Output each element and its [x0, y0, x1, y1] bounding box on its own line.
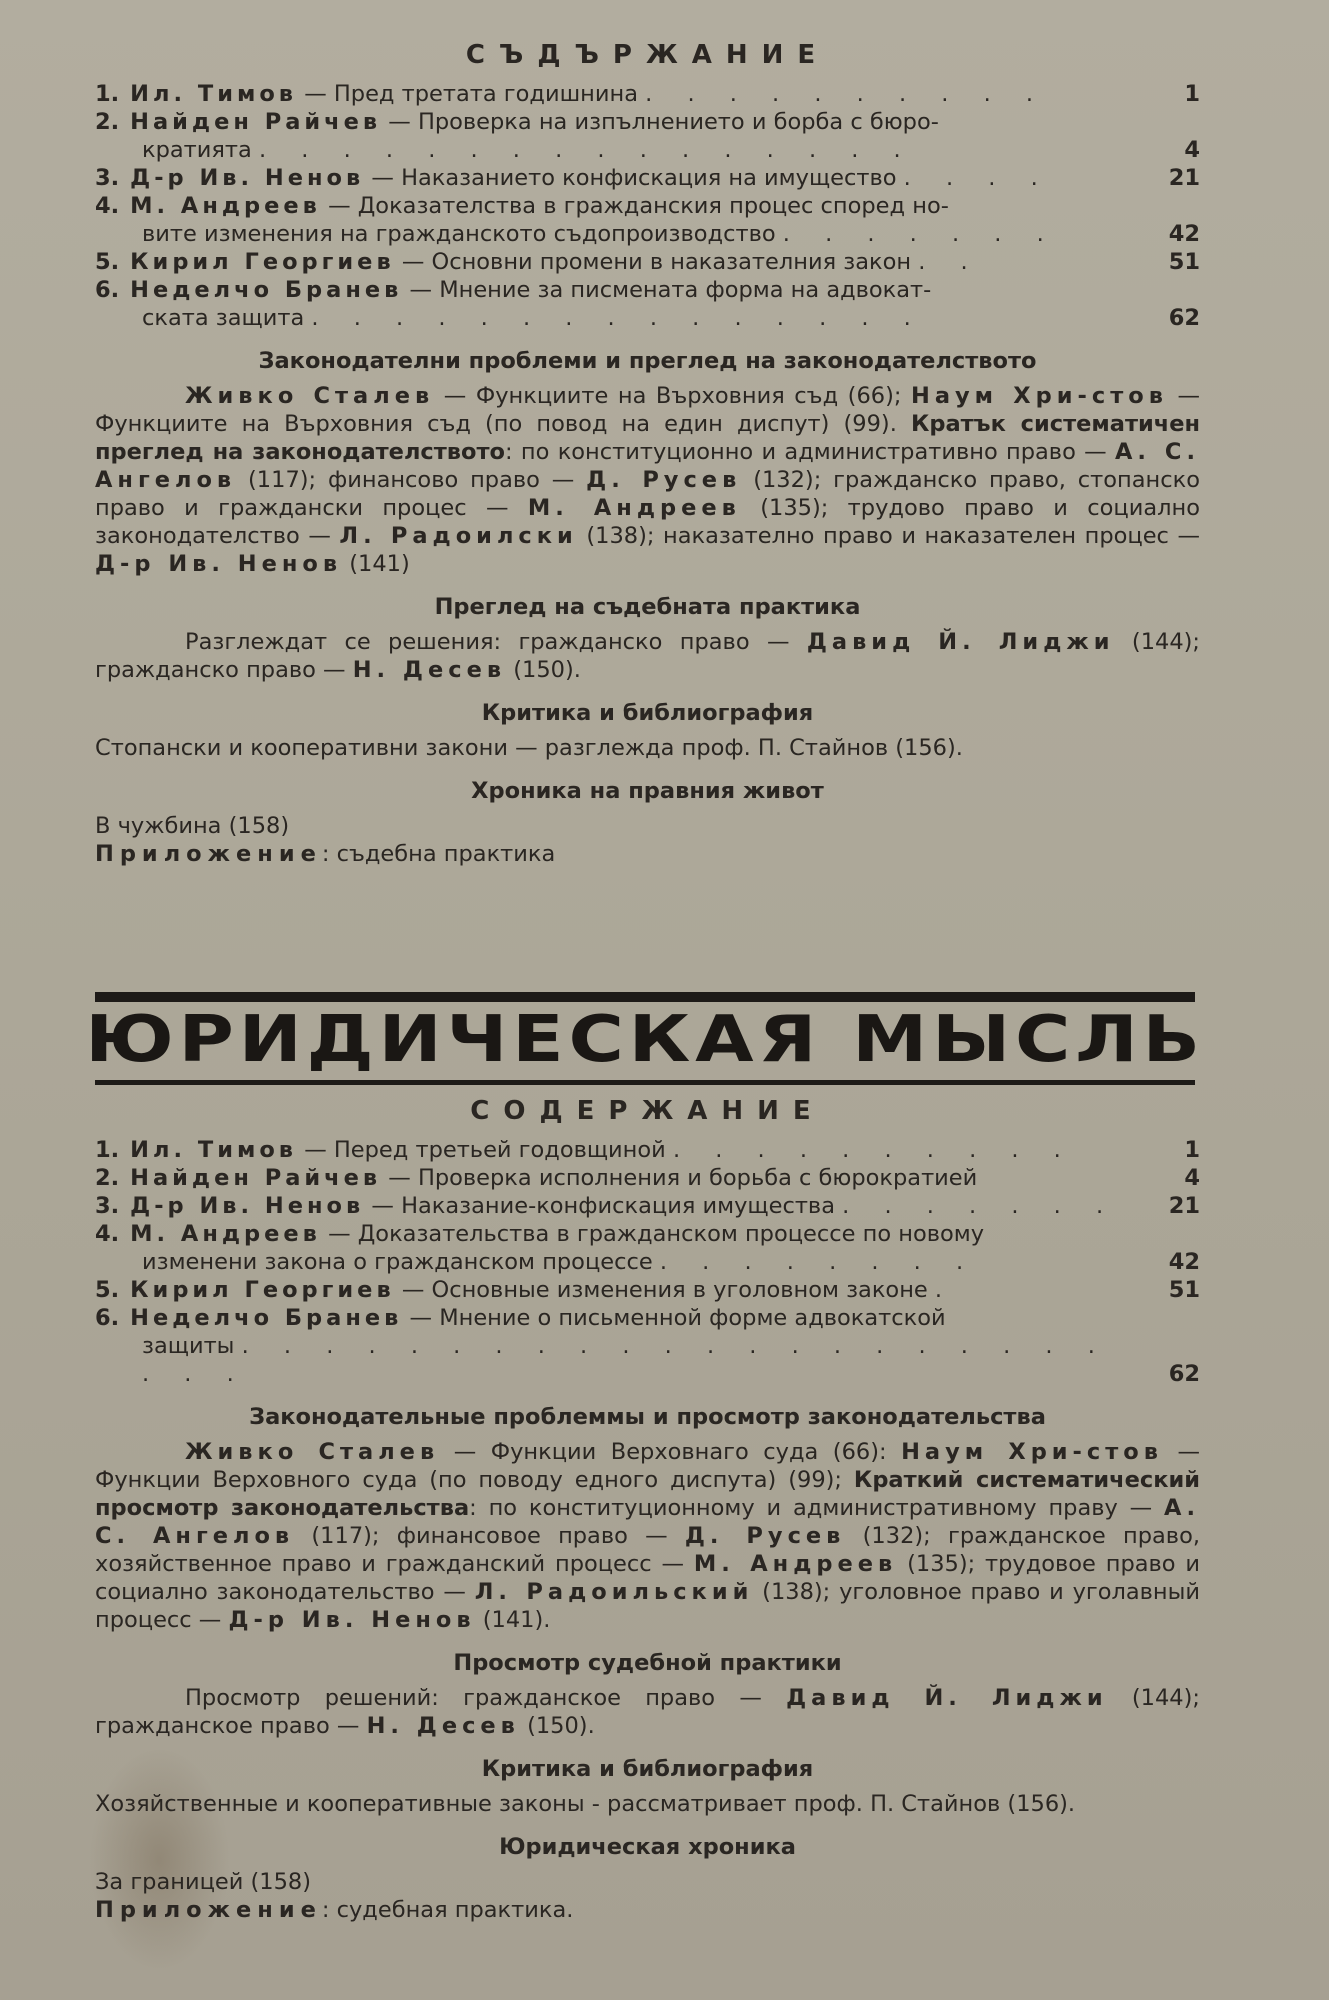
- toc-entry-author: Найден Райчев: [130, 109, 382, 135]
- author-name: Д. Русев: [586, 467, 742, 493]
- text-fragment: (132); гражданское право, хозяйственное право и гражданский процесс —: [95, 1523, 1200, 1577]
- appendix-label: Приложение: [95, 841, 322, 867]
- author-name: Н. Десев: [366, 1713, 520, 1739]
- toc-entry-page: 62: [1168, 1361, 1200, 1387]
- toc-entry-page: 42: [1168, 1249, 1200, 1275]
- toc-entry-title-tail: вите изменения на гражданското съдопроизводство: [142, 221, 776, 247]
- author-name: А. С. Ангелов: [95, 439, 1200, 493]
- toc-entry-author: Неделчо Бранев: [130, 1305, 403, 1331]
- toc-entry-title: — Мнение о письменной форме адвокатской: [409, 1305, 946, 1331]
- author-name: Наум Хри-стов: [911, 383, 1168, 409]
- text-fragment: — Функции Верховнаго суда (66):: [439, 1439, 902, 1465]
- toc-entry: [95, 1192, 1200, 1220]
- toc-entry-title: — Проверка исполнения и борьба с бюрократией: [388, 1165, 978, 1191]
- author-name: Д. Русев: [684, 1523, 846, 1549]
- text-fragment: — Функции Верховного суда (по поводу едного диспута) (99);: [95, 1439, 1200, 1493]
- section-heading-critique-ru: Критика и библиография: [481, 1756, 814, 1782]
- toc-entry-title: — Перед третьей годовщиной: [304, 1137, 666, 1163]
- russian-contents: [95, 1096, 1200, 1924]
- toc-entry-title: — Наказанието конфискация на имущество: [371, 165, 897, 191]
- toc-entry-author: Кирил Георгиев: [130, 249, 395, 275]
- text-fragment: (141).: [475, 1607, 551, 1633]
- text-fragment: (117); финансово право —: [236, 467, 587, 493]
- toc-leader-dots: . . . . . . .: [842, 1193, 1118, 1219]
- appendix-line-ru: [95, 1896, 1200, 1924]
- bulgarian-contents: [95, 40, 1200, 868]
- text-fragment: (132); гражданско право, стопанско право и граждански процес —: [95, 467, 1200, 521]
- toc-entry: [95, 1220, 1200, 1276]
- toc-entry-page: 21: [1168, 1193, 1200, 1219]
- author-name: М. Андреев: [693, 1551, 898, 1577]
- bold-fragment: Краткий систематический просмотр законодательства: [95, 1467, 1201, 1521]
- toc-entry-page: 1: [1184, 1137, 1200, 1163]
- author-name: Л. Радоильский: [474, 1579, 754, 1605]
- bold-fragment: Кратък систематичен преглед на законодателството: [95, 411, 1201, 465]
- author-name: Давид Й. Лиджи: [806, 629, 1115, 655]
- contents-title-ru: СОДЕРЖАНИЕ: [470, 1096, 825, 1126]
- legislation-paragraph-bg: [95, 382, 1200, 578]
- text-fragment: (144); гражданское право —: [95, 1685, 1200, 1739]
- toc-leader-dots: . . . . . . . . . . . . . . . . . . . . . . . .: [142, 1333, 1109, 1387]
- toc-entry-number: 5.: [95, 1277, 120, 1303]
- section-heading-chronicle-ru: Юридическая хроника: [499, 1834, 796, 1860]
- appendix-text: : судебная практика.: [321, 1897, 574, 1923]
- author-name: Живко Сталев: [185, 1439, 440, 1465]
- toc-leader-dots: . . . . . . . . . . . . . . .: [311, 305, 925, 331]
- toc-entry-author: Ил. Тимов: [130, 81, 298, 107]
- toc-entry: [95, 276, 1200, 332]
- toc-entry-page: 51: [1168, 249, 1200, 275]
- toc-entry-title: — Наказание-конфискация имущества: [371, 1193, 835, 1219]
- appendix-line-bg: [95, 840, 1200, 868]
- section-heading-legislation-bg: Законодателни проблеми и преглед на законодателството: [258, 348, 1037, 374]
- toc-entry-title: — Доказательства в гражданском процессе по новому: [328, 1221, 985, 1247]
- text-fragment: (150).: [506, 657, 581, 683]
- toc-entry: [95, 192, 1200, 248]
- toc-entry-number: 5.: [95, 249, 120, 275]
- toc-entry-author: М. Андреев: [130, 193, 321, 219]
- text-fragment: Просмотр решений: гражданское право —: [185, 1685, 787, 1711]
- critique-line-ru: Хозяйственные и кооперативные законы - рассматривает проф. П. Стайнов (156).: [95, 1791, 1076, 1817]
- toc-leader-dots: . . . . . . . . . .: [645, 81, 1048, 107]
- toc-entry-title: — Основные изменения в уголовном законе: [401, 1277, 928, 1303]
- toc-entry-number: 6.: [95, 277, 120, 303]
- author-name: Наум Хри-стов: [901, 1439, 1163, 1465]
- toc-list-bg: [95, 80, 1200, 332]
- journal-title: ЮРИДИЧЕСКАЯ МЫСЛЬ: [85, 1003, 1205, 1077]
- author-name: Д-р Ив. Ненов: [95, 551, 343, 577]
- text-fragment: Разглеждат се решения: гражданско право —: [185, 629, 807, 655]
- toc-entry-title: — Пред третата годишнина: [304, 81, 638, 107]
- toc-entry: [95, 108, 1200, 164]
- text-fragment: — Функциите на Върховния съд (66);: [434, 383, 911, 409]
- toc-leader-dots: . . . . . . .: [782, 221, 1058, 247]
- toc-entry-number: 1.: [95, 1137, 120, 1163]
- toc-list-ru: [95, 1136, 1200, 1388]
- masthead-rule-top: [95, 992, 1195, 1002]
- toc-leader-dots: .: [934, 1277, 957, 1303]
- toc-entry-page: 51: [1168, 1277, 1200, 1303]
- toc-entry-title: — Проверка на изпълнението и борба с бюро-: [388, 109, 939, 135]
- section-heading-court-bg: Преглед на съдебната практика: [434, 594, 861, 620]
- appendix-text: : съдебна практика: [321, 841, 556, 867]
- chronicle-line-ru: За границей (158): [95, 1869, 312, 1895]
- text-fragment: (138); наказателно право и наказателен процес —: [577, 523, 1200, 549]
- toc-entry-page: 21: [1168, 165, 1200, 191]
- toc-entry-title: — Доказателства в гражданския процес според но-: [328, 193, 949, 219]
- toc-leader-dots: . . . . . . . . . .: [672, 1137, 1075, 1163]
- toc-entry-title-tail: ската защита: [142, 305, 305, 331]
- chronicle-line-bg: В чужбина (158): [95, 813, 290, 839]
- toc-entry-author: Ил. Тимов: [130, 1137, 298, 1163]
- toc-entry: [95, 1276, 1200, 1304]
- toc-entry-page: 42: [1168, 221, 1200, 247]
- toc-entry-number: 3.: [95, 165, 120, 191]
- court-paragraph-ru: [95, 1684, 1200, 1740]
- author-name: Л. Радоилски: [339, 523, 578, 549]
- toc-leader-dots: . . . .: [903, 165, 1052, 191]
- text-fragment: : по конституционно и административно право —: [505, 439, 1115, 465]
- masthead-rule-bottom: [95, 1080, 1195, 1085]
- toc-entry-continuation: [95, 304, 1130, 332]
- section-heading-legislation-ru: Законодательные проблеммы и просмотр законодательства: [249, 1404, 1046, 1430]
- author-name: М. Андреев: [527, 495, 741, 521]
- author-name: Давид Й. Лиджи: [786, 1685, 1108, 1711]
- text-fragment: — Функциите на Върховния съд (по повод на един диспут) (99).: [95, 383, 1200, 437]
- legislation-paragraph-ru: [95, 1438, 1200, 1634]
- toc-entry-author: Неделчо Бранев: [130, 277, 403, 303]
- toc-entry-number: 3.: [95, 1193, 120, 1219]
- toc-entry-number: 2.: [95, 1165, 120, 1191]
- section-heading-court-ru: Просмотр судебной практики: [453, 1650, 842, 1676]
- toc-entry-title: — Мнение за писмената форма на адвокат-: [409, 277, 932, 303]
- text-fragment: (117); финансовое право —: [294, 1523, 685, 1549]
- toc-entry: [95, 80, 1200, 108]
- toc-entry-title: — Основни промени в наказателния закон: [401, 249, 912, 275]
- author-name: А. С. Ангелов: [95, 1495, 1200, 1549]
- section-heading-critique-bg: Критика и библиография: [481, 700, 814, 726]
- toc-entry: [95, 1164, 1200, 1192]
- toc-entry: [95, 164, 1200, 192]
- author-name: Живко Сталев: [185, 383, 435, 409]
- journal-masthead: [85, 992, 1205, 1085]
- toc-leader-dots: . . . . . . . . . . . . . . . .: [258, 137, 915, 163]
- toc-leader-dots: . . . . . . . .: [659, 1249, 978, 1275]
- toc-entry-number: 2.: [95, 109, 120, 135]
- toc-entry-title-tail: изменени закона о гражданском процессе: [142, 1249, 653, 1275]
- author-name: Д-р Ив. Ненов: [228, 1607, 476, 1633]
- appendix-label: Приложение: [95, 1897, 322, 1923]
- toc-entry-author: Кирил Георгиев: [130, 1277, 395, 1303]
- toc-entry-number: 4.: [95, 193, 120, 219]
- text-fragment: (144); гражданско право —: [95, 629, 1200, 683]
- toc-entry-author: М. Андреев: [130, 1221, 321, 1247]
- text-fragment: (138); уголовное право и уголавный процесс —: [95, 1579, 1201, 1633]
- section-heading-chronicle-bg: Хроника на правния живот: [471, 778, 824, 804]
- toc-entry-title-tail: кратията: [142, 137, 252, 163]
- text-fragment: (135); трудово право и социално законодателство —: [95, 495, 1200, 549]
- toc-entry: [95, 1136, 1200, 1164]
- toc-entry-author: Д-р Ив. Ненов: [130, 1193, 365, 1219]
- toc-entry: [95, 1304, 1200, 1388]
- toc-entry: [95, 248, 1200, 276]
- toc-entry-page: 62: [1168, 305, 1200, 331]
- toc-entry-continuation: [95, 1248, 1130, 1276]
- text-fragment: (135); трудовое право и социално законодательство —: [95, 1551, 1200, 1605]
- text-fragment: (150).: [519, 1713, 595, 1739]
- toc-entry-title-tail: защиты: [142, 1333, 235, 1359]
- toc-entry-number: 6.: [95, 1305, 120, 1331]
- author-name: Н. Десев: [352, 657, 507, 683]
- text-fragment: (141): [342, 551, 410, 577]
- toc-entry-continuation: [95, 136, 1130, 164]
- toc-entry-page: 1: [1184, 81, 1200, 107]
- toc-entry-author: Найден Райчев: [130, 1165, 382, 1191]
- toc-entry-page: 4: [1184, 1165, 1200, 1191]
- text-fragment: : по конституционному и административному праву —: [469, 1495, 1165, 1521]
- toc-entry-number: 1.: [95, 81, 120, 107]
- toc-entry-author: Д-р Ив. Ненов: [130, 165, 365, 191]
- toc-entry-continuation: [95, 1332, 1130, 1388]
- contents-title-bg: СЪДЪРЖАНИЕ: [465, 40, 830, 70]
- toc-entry-continuation: [95, 220, 1130, 248]
- critique-line-bg: Стопански и кооперативни закони — разглежда проф. П. Стайнов (156).: [95, 735, 963, 761]
- toc-entry-page: 4: [1184, 137, 1200, 163]
- court-paragraph-bg: [95, 628, 1200, 684]
- toc-leader-dots: . .: [918, 249, 982, 275]
- toc-entry-number: 4.: [95, 1221, 120, 1247]
